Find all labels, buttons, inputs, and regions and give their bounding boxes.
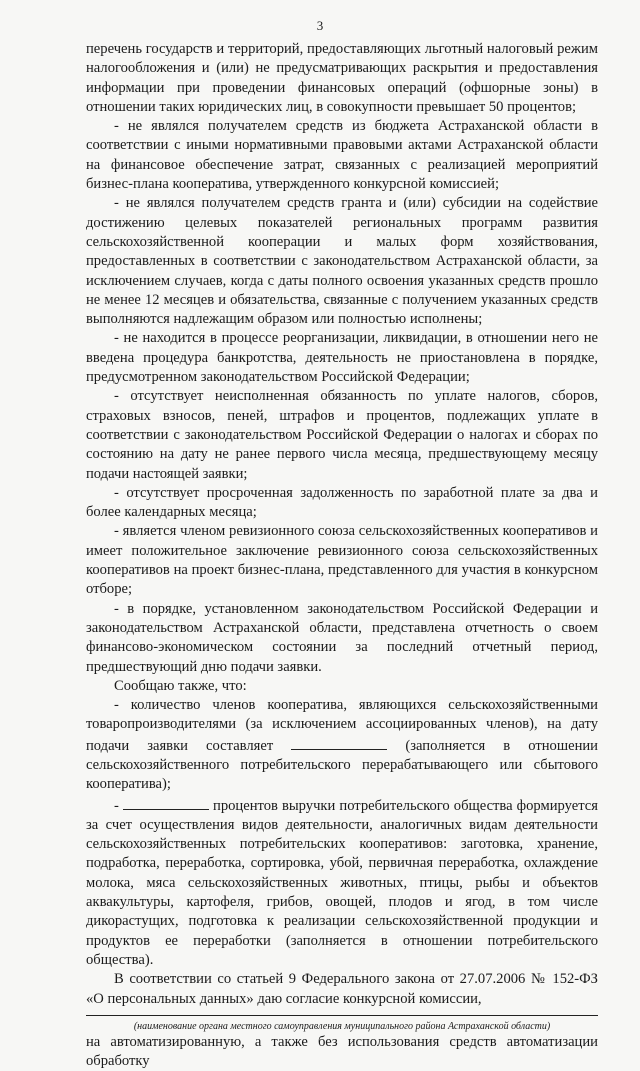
- revenue-percent-text: процентов выручки потребительского общества формируется за счет осуществления видов деятельности, аналогичных видам деятельности сельскохозяйственных потребительских кооперативов: заготовка, хранение, подработка, переработка, сортировка, убой, первичная переработка, охлаждение молока, мяса сельскохозяйственных животных, птицы, рыбы и объектов аквакультуры, картофеля, грибов, овощей, плодов и ягод, в том числе дикорастущих, подготовка к реализации сельскохозяйственной продукции и продуктов ее переработки (заполняется в отношении потребительского общества).: [86, 797, 598, 968]
- page-number: 3: [316, 18, 324, 33]
- paragraph-not-budget-recipient: - не являлся получателем средств из бюджета Астраханской области в соответствии с иными нормативными правовыми актами Астраханской области на финансовое обеспечение затрат, связанных с реализацией мероприятий бизнес-плана кооператива, утвержденного конкурсной комиссией;: [86, 118, 598, 193]
- member-count-note: (заполняется в отношении сельскохозяйственного потребительского перерабатывающего или сбытового кооператива);: [86, 737, 598, 793]
- paragraph-revenue-percent: [86, 795, 598, 971]
- paragraph-audit-union-member: - является членом ревизионного союза сельскохозяйственных кооперативов и имеет положительное заключение ревизионного союза сельскохозяйственных кооперативов на проект бизнес-плана, представленного для участия в конкурсном отборе;: [86, 523, 598, 598]
- paragraph-member-count: [86, 696, 598, 794]
- paragraph-reporting-submitted: - в порядке, установленном законодательством Российской Федерации и законодательством Астраханской области, представлена отчетность о своем финансово-экономическом состоянии за последний отчетный период, предшествующий дню подачи заявки.: [86, 600, 598, 675]
- paragraph-not-grant-recipient: - не являлся получателем средств гранта и (или) субсидии на содействие достижению целевых показателей региональных программ развития сельскохозяйственной кооперации и малых форм хозяйствования, предоставленных в соответствии с законодательством Астраханской области, за исключением случаев, когда с даты полного освоения указанных средств прошло не менее 12 месяцев и обязательства, связанные с получением указанных средств выполняются надлежащим образом или полностью исполнены;: [86, 195, 598, 328]
- revenue-dash: -: [114, 797, 119, 814]
- authority-name-field[interactable]: [86, 1011, 598, 1033]
- paragraph-no-tax-debt: - отсутствует неисполненная обязанность по уплате налогов, сборов, страховых взносов, пеней, штрафов и процентов, подлежащих уплате в соответствии с законодательством Российской Федерации о налогах и сборах по состоянию на дату не ранее первого числа месяца, предшествующему месяцу подачи настоящей заявки;: [86, 388, 598, 482]
- paragraph-not-in-liquidation: - не находится в процессе реорганизации, ликвидации, в отношении него не введена процедура банкротства, деятельность не приостановлена в порядке, предусмотренном законодательством Российской Федерации;: [86, 330, 598, 386]
- authority-name-caption: (наименование органа местного самоуправления муниципального района Астраханской области): [133, 1020, 551, 1032]
- revenue-percent-blank-field[interactable]: [123, 795, 209, 810]
- paragraph-offshore-criteria: перечень государств и территорий, предоставляющих льготный налоговый режим налогообложения и (или) не предусматривающих раскрытия и предоставления информации при проведении финансовых операций (офшорные зоны) в отношении таких юридических лиц, в совокупности превышает 50 процентов;: [86, 41, 598, 115]
- paragraph-processing-consent: на автоматизированную, а также без использования средств автоматизации обработку: [86, 1033, 598, 1070]
- member-count-blank-field[interactable]: [291, 735, 387, 750]
- paragraph-no-salary-debt: - отсутствует просроченная задолженность по заработной плате за два и более календарных месяца;: [86, 484, 598, 521]
- member-count-text: - количество членов кооператива, являющихся сельскохозяйственными товаропроизводителями (за исключением ассоциированных членов), на дату подачи заявки составляет: [86, 697, 598, 754]
- authority-name-line: [86, 1015, 598, 1016]
- paragraph-also-report: Сообщаю также, что:: [114, 677, 247, 694]
- document-body: [86, 40, 598, 1071]
- paragraph-personal-data-consent: В соответствии со статьей 9 Федерального закона от 27.07.2006 № 152-ФЗ «О персональных данных» даю согласие конкурсной комиссии,: [86, 971, 598, 1007]
